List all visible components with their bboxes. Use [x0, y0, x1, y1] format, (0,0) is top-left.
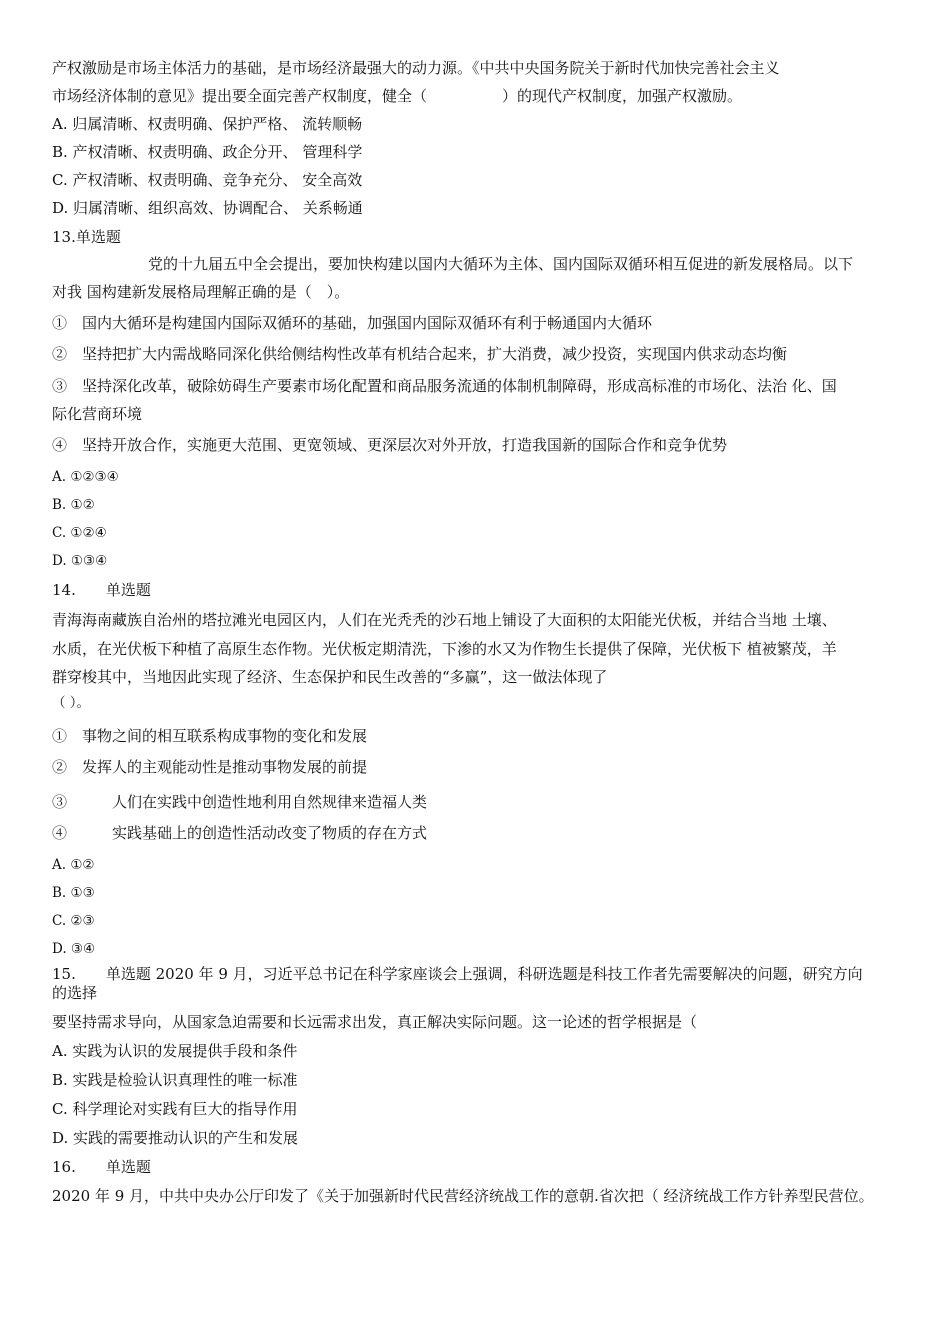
q15-option-b: B. 实践是检验认识真理性的唯一标准: [52, 1071, 298, 1089]
q12-option-a: A. 归属清晰、权责明确、保护严格、 流转顺畅: [52, 115, 363, 133]
q13-stem-line-2: 对我 国构建新发展格局理解正确的是（ ）。: [52, 283, 350, 301]
q13-item-3: ③ 坚持深化改革，破除妨碍生产要素市场化配置和商品服务流通的体制机制障碍，形成高标准的市场化、法治 化、国: [52, 377, 837, 395]
q14-item-3: ③ 人们在实践中创造性地利用自然规律来造福人类: [52, 793, 428, 811]
q13-header: 13.单选题: [52, 228, 121, 246]
q12-stem-line-2: 市场经济体制的意见》提出要全面完善产权制度，健全（ ）的现代产权制度，加强产权激励。: [52, 87, 743, 105]
q14-option-b: B. ①③: [52, 885, 95, 901]
q14-header: 14. 单选题: [52, 581, 151, 599]
q13-option-b: B. ①②: [52, 497, 95, 513]
q12-stem-line-1: 产权激励是市场主体活力的基础，是市场经济最强大的动力源。《中共中央国务院关于新时代加快完善社会主义: [52, 59, 780, 77]
q14-stem-line-4: （ ）。: [52, 695, 91, 711]
q12-option-d: D. 归属清晰、组织高效、协调配合、 关系畅通: [52, 199, 363, 217]
q14-item-2: ② 发挥人的主观能动性是推动事物发展的前提: [52, 758, 368, 776]
q14-item-4: ④ 实践基础上的创造性活动改变了物质的存在方式: [52, 824, 428, 842]
q15-header-line-1: 15. 单选题 2020 年 9 月，习近平总书记在科学家座谈会上强调，科研选题是科技工作者先需要解决的问题，研究方向: [52, 965, 863, 983]
q13-item-3-cont: 际化营商环境: [52, 405, 143, 423]
q12-option-c: C. 产权清晰、权责明确、竞争充分、 安全高效: [52, 171, 363, 189]
q13-item-1: ① 国内大循环是构建国内国际双循环的基础，加强国内国际双循环有利于畅通国内大循环: [52, 314, 653, 332]
q14-stem-line-1: 青海海南藏族自治州的塔拉滩光电园区内，人们在光秃秃的沙石地上铺设了大面积的太阳能光伏板，并结合当地 土壤、: [52, 611, 837, 629]
q12-option-b: B. 产权清晰、权责明确、政企分开、 管理科学: [52, 143, 363, 161]
q14-option-a: A. ①②: [52, 857, 95, 873]
q13-item-2: ② 坚持把扩大内需战略同深化供给侧结构性改革有机结合起来，扩大消费，减少投资，实现国内供求动态均衡: [52, 345, 788, 363]
q15-option-a: A. 实践为认识的发展提供手段和条件: [52, 1042, 298, 1060]
q14-stem-line-2: 水质，在光伏板下种植了高原生态作物。光伏板定期清洗，下渗的水又为作物生长提供了保障，光伏板下 植被繁茂，羊: [52, 640, 837, 658]
q14-option-c: C. ②③: [52, 913, 95, 929]
q13-option-c: C. ①②④: [52, 525, 107, 541]
q14-option-d: D. ③④: [52, 941, 96, 957]
q16-header: 16. 单选题: [52, 1158, 151, 1176]
q13-stem-line-1: 党的十九届五中全会提出，要加快构建以国内大循环为主体、国内国际双循环相互促进的新发展格局。以下: [148, 255, 854, 273]
q15-header-line-2: 的选择: [52, 984, 98, 1002]
q15-option-d: D. 实践的需要推动认识的产生和发展: [52, 1129, 299, 1147]
q14-stem-line-3: 群穿梭其中，当地因此实现了经济、生态保护和民生改善的“多赢”，这一做法体现了: [52, 668, 608, 686]
q13-option-a: A. ①②③④: [52, 469, 119, 485]
q13-item-4: ④ 坚持开放合作，实施更大范围、更宽领域、更深层次对外开放，打造我国新的国际合作和竞争优势: [52, 436, 728, 454]
q13-option-d: D. ①③④: [52, 553, 108, 569]
q15-stem: 要坚持需求导向，从国家急迫需要和长远需求出发，真正解决实际问题。这一论述的哲学根据是（: [52, 1013, 698, 1031]
q15-option-c: C. 科学理论对实践有巨大的指导作用: [52, 1100, 298, 1118]
q16-stem: 2020 年 9 月，中共中央办公厅印发了《关于加强新时代民营经济统战工作的意朝.省次把（ 经济统战工作方针养型民营位。: [52, 1187, 874, 1205]
q14-item-1: ① 事物之间的相互联系构成事物的变化和发展: [52, 727, 368, 745]
